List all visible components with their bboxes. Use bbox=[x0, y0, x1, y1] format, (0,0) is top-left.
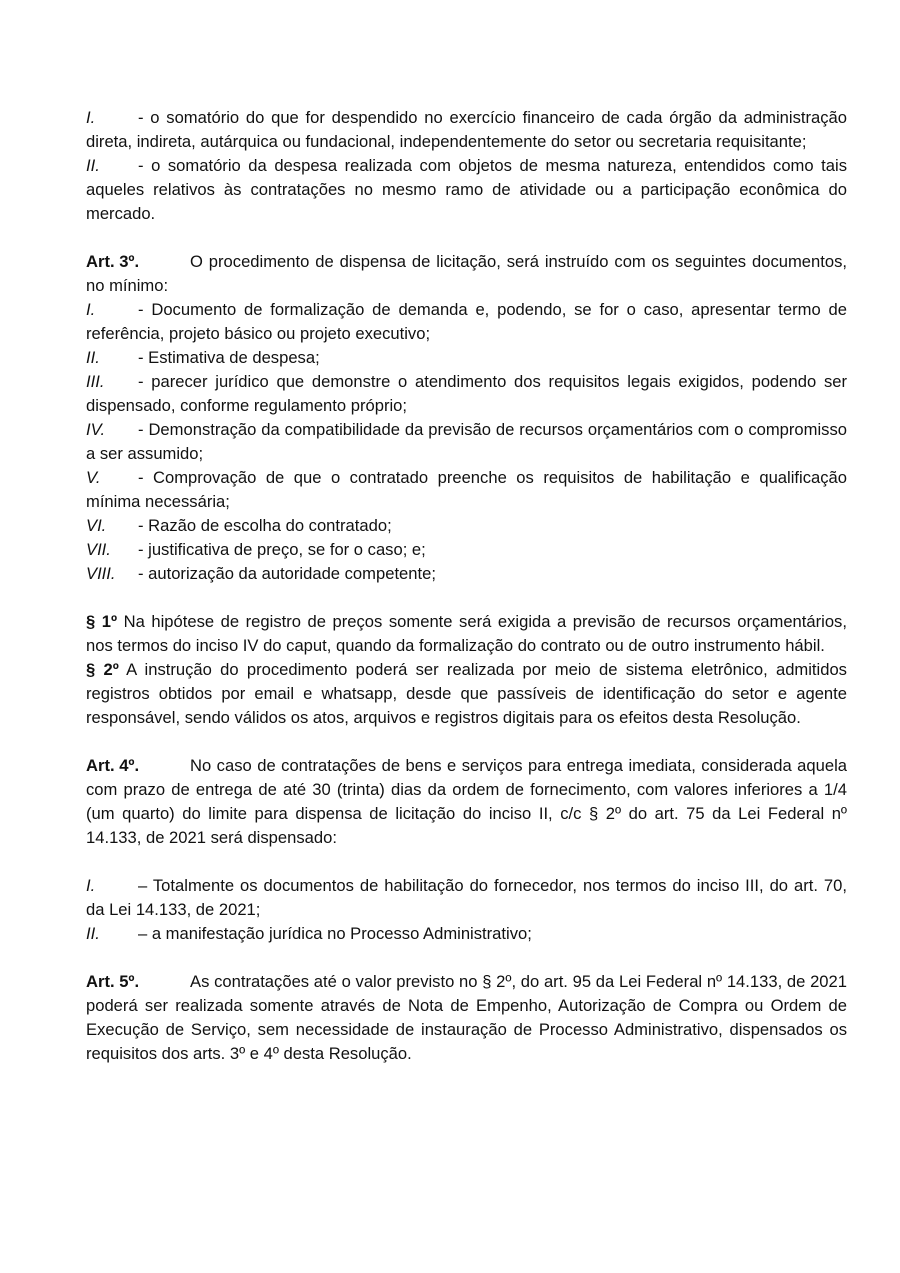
art3-item-8 bbox=[86, 562, 847, 586]
item-text: - o somatório do que for despendido no exercício financeiro de cada órgão da administração direta, indireta, autárquica ou fundacional, independentemente do setor ou secretaria requisitante; bbox=[86, 108, 847, 151]
paragraph-label: § 2º bbox=[86, 660, 119, 679]
spacer bbox=[86, 586, 847, 610]
item-text: - Razão de escolha do contratado; bbox=[138, 516, 392, 535]
item-number: VI. bbox=[86, 516, 107, 535]
item-text: - parecer jurídico que demonstre o atendimento dos requisitos legais exigidos, podendo ser dispensado, conforme regulamento próprio; bbox=[86, 372, 847, 415]
item-number: I. bbox=[86, 108, 96, 127]
item-text: – Totalmente os documentos de habilitação do fornecedor, nos termos do inciso III, do art. 70, da Lei 14.133, de 2021; bbox=[86, 876, 847, 919]
article-label: Art. 3º. bbox=[86, 252, 140, 271]
paragraph-text: Na hipótese de registro de preços somente será exigida a previsão de recursos orçamentários, nos termos do inciso IV do caput, quando da formalização do contrato ou de outro instrumento hábil. bbox=[86, 612, 847, 655]
item-number: II. bbox=[86, 924, 100, 943]
intro-item-2 bbox=[86, 154, 847, 226]
article-text: No caso de contratações de bens e serviços para entrega imediata, considerada aquela com prazo de entrega de até 30 (trinta) dias da ordem de fornecimento, com valores inferiores a 1/4 (um quarto) do limite para dispensa de licitação do inciso II, c/c § 2º do art. 75 da Lei Federal nº 14.133, de 2021 será dispensado: bbox=[86, 756, 847, 847]
item-text: - autorização da autoridade competente; bbox=[138, 564, 436, 583]
paragraph-label: § 1º bbox=[86, 612, 118, 631]
art3-item-5 bbox=[86, 466, 847, 514]
art4-item-1 bbox=[86, 874, 847, 922]
spacer bbox=[86, 226, 847, 250]
article-label: Art. 5º. bbox=[86, 972, 140, 991]
item-number: V. bbox=[86, 468, 101, 487]
item-number: I. bbox=[86, 300, 96, 319]
item-number: II. bbox=[86, 156, 100, 175]
item-text: - o somatório da despesa realizada com objetos de mesma natureza, entendidos como tais aqueles relativos às contratações no mesmo ramo de atividade ou a participação econômica do mercado. bbox=[86, 156, 847, 223]
item-text: - Comprovação de que o contratado preenche os requisitos de habilitação e qualificação mínima necessária; bbox=[86, 468, 847, 511]
art3-item-1 bbox=[86, 298, 847, 346]
item-number: I. bbox=[86, 876, 96, 895]
article-text: As contratações até o valor previsto no § 2º, do art. 95 da Lei Federal nº 14.133, de 2021 poderá ser realizada somente através de Nota de Empenho, Autorização de Compra ou Ordem de Execução de Serviço, sem necessidade de instauração de Processo Administrativo, dispensados os requisitos dos arts. 3º e 4º desta Resolução. bbox=[86, 972, 847, 1063]
paragraph-text: A instrução do procedimento poderá ser realizada por meio de sistema eletrônico, admitidos registros obtidos por email e whatsapp, desde que passíveis de identificação do setor e agente responsável, sendo válidos os atos, arquivos e registros digitais para os efeitos desta Resolução. bbox=[86, 660, 847, 727]
item-text: - Estimativa de despesa; bbox=[138, 348, 320, 367]
spacer bbox=[86, 850, 847, 874]
item-number: IV. bbox=[86, 420, 106, 439]
intro-item-1 bbox=[86, 106, 847, 154]
article-5 bbox=[86, 970, 847, 1066]
item-text: - justificativa de preço, se for o caso; e; bbox=[138, 540, 426, 559]
spacer bbox=[86, 730, 847, 754]
art3-item-7 bbox=[86, 538, 847, 562]
article-label: Art. 4º. bbox=[86, 756, 140, 775]
item-text: - Documento de formalização de demanda e, podendo, se for o caso, apresentar termo de referência, projeto básico ou projeto executivo; bbox=[86, 300, 847, 343]
document-page bbox=[86, 106, 847, 1066]
article-3 bbox=[86, 250, 847, 298]
item-number: VII. bbox=[86, 540, 111, 559]
art3-item-4 bbox=[86, 418, 847, 466]
art3-item-2 bbox=[86, 346, 847, 370]
item-number: II. bbox=[86, 348, 100, 367]
article-text: O procedimento de dispensa de licitação, será instruído com os seguintes documentos, no mínimo: bbox=[86, 252, 847, 295]
art3-paragraph-1 bbox=[86, 610, 847, 658]
art3-item-6 bbox=[86, 514, 847, 538]
spacer bbox=[86, 946, 847, 970]
item-text: – a manifestação jurídica no Processo Administrativo; bbox=[138, 924, 532, 943]
art4-item-2 bbox=[86, 922, 847, 946]
item-number: III. bbox=[86, 372, 105, 391]
article-4 bbox=[86, 754, 847, 850]
art3-item-3 bbox=[86, 370, 847, 418]
item-text: - Demonstração da compatibilidade da previsão de recursos orçamentários com o compromisso a ser assumido; bbox=[86, 420, 847, 463]
item-number: VIII. bbox=[86, 564, 116, 583]
art3-paragraph-2 bbox=[86, 658, 847, 730]
